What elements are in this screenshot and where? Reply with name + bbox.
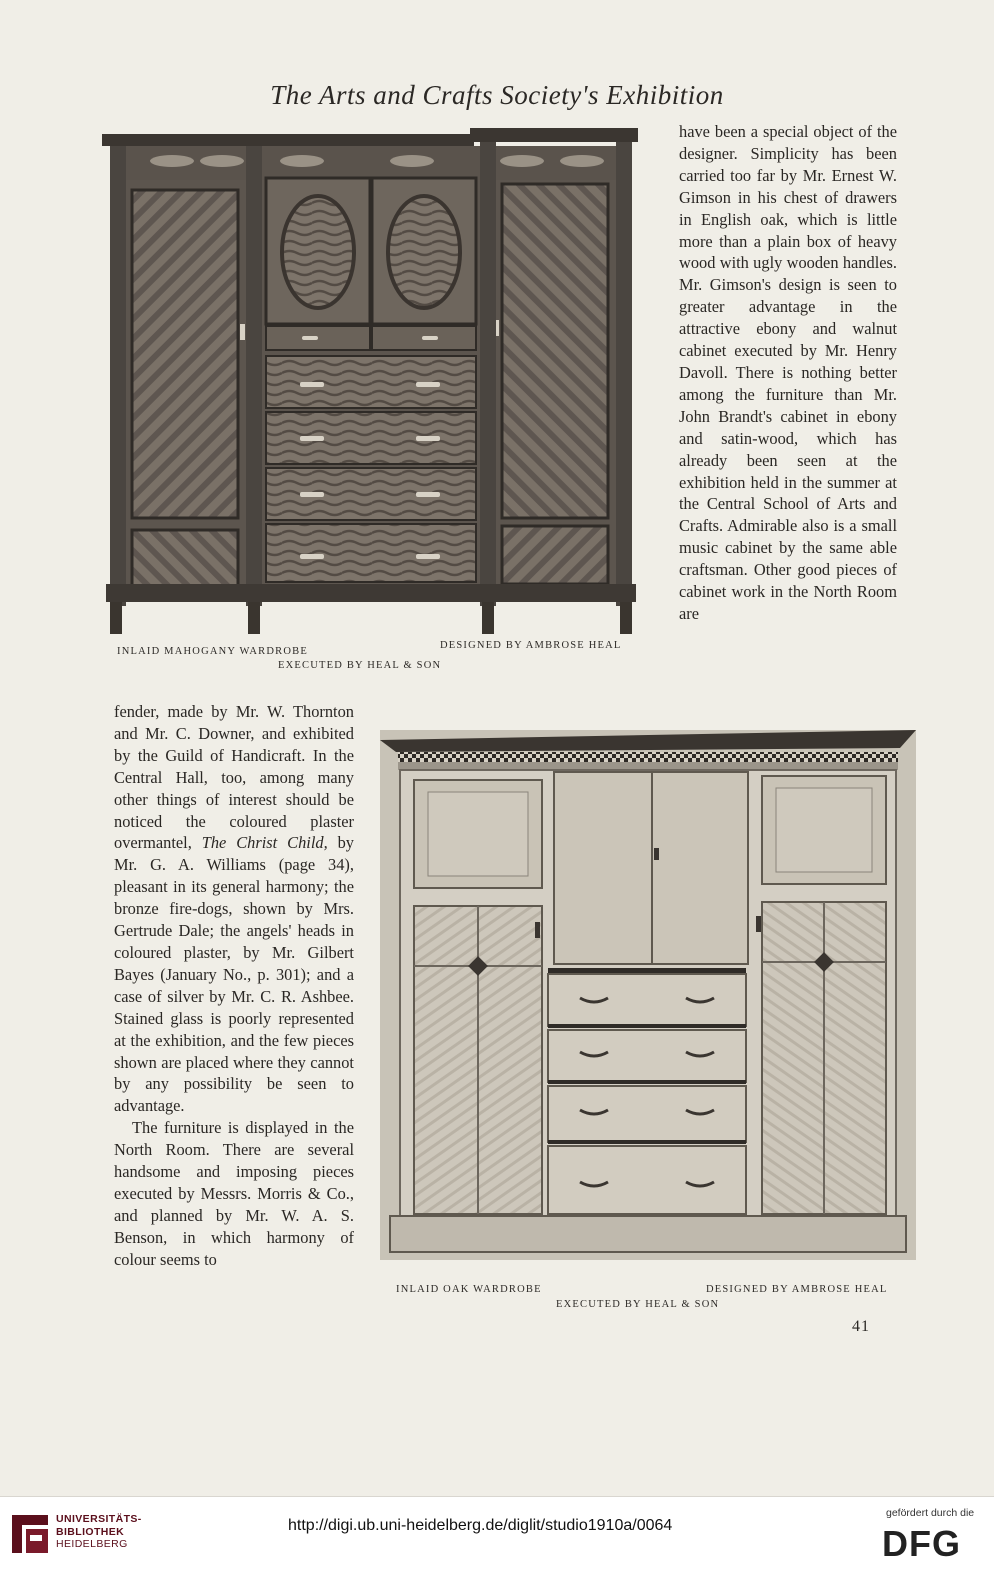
right-column-text xyxy=(679,121,897,625)
caption-top-right: DESIGNED BY AMBROSE HEAL xyxy=(440,640,622,651)
library-line: UNIVERSITÄTS- xyxy=(56,1513,142,1525)
caption-bottom-left: INLAID OAK WARDROBE xyxy=(396,1284,542,1295)
plate-oak-wardrobe xyxy=(380,730,916,1260)
caption-bottom-center: EXECUTED BY HEAL & SON xyxy=(556,1299,720,1310)
oak-wardrobe-illustration xyxy=(380,730,916,1260)
library-line: HEIDELBERG xyxy=(56,1538,128,1550)
paragraph: The furniture is displayed in the North Room. There are several handsome and imposing pieces executed by Messrs. Morris & Co., and planned by Mr. W. A. S. Benson, in which harmony of colour seems to xyxy=(114,1118,354,1269)
permalink-url[interactable]: http://digi.ub.uni-heidelberg.de/diglit/studio1910a/0064 xyxy=(288,1517,673,1534)
running-title: The Arts and Crafts Society's Exhibition xyxy=(270,80,724,110)
text-run: fender, made by Mr. W. Thornton and Mr. C. Downer, and exhibited by the Guild of Handicraft. In the Central Hall, too, among many other things of interest should be noticed the coloured plaster overmantel, xyxy=(114,702,354,853)
artwork-title: The Christ Child, xyxy=(201,833,328,853)
library-line: BIBLIOTHEK xyxy=(56,1525,125,1538)
dfg-logo: DFG xyxy=(882,1523,961,1564)
text-run: by Mr. G. A. Williams (page 34), pleasant in its general harmony; the bronze fire-dogs, shown by Mrs. Gertrude Dale; the angels' heads in coloured plaster, by Mr. Gilbert Bayes (January No., p. 301); and a case of silver by Mr. C. R. Ashbee. Stained glass is poorly represented at the exhibition, and the few pieces shown are placed where they cannot by any possibility be seen to advantage. xyxy=(114,833,354,1116)
library-logo-icon xyxy=(8,1511,52,1557)
funding-note: gefördert durch die xyxy=(886,1507,975,1519)
footer-bar xyxy=(0,1496,994,1569)
mahogany-wardrobe-illustration xyxy=(102,128,638,638)
caption-top-left: INLAID MAHOGANY WARDROBE xyxy=(117,646,308,657)
caption-top-center: EXECUTED BY HEAL & SON xyxy=(278,660,442,671)
caption-bottom-right: DESIGNED BY AMBROSE HEAL xyxy=(706,1284,888,1295)
page-number: 41 xyxy=(852,1318,870,1335)
library-name xyxy=(56,1513,142,1551)
paragraph xyxy=(114,701,354,1117)
left-column-text xyxy=(114,701,354,1271)
plate-mahogany-wardrobe xyxy=(102,128,638,638)
paragraph: have been a special object of the designer. Simplicity has been carried too far by Mr. Ernest W. Gimson in his chest of drawers in English oak, which is little more than a plain box of heavy wood with ugly wooden handles. Mr. Gimson's design is seen to greater advantage in the attractive ebony and walnut cabinet executed by Mr. Henry Davoll. There is nothing better among the furniture than Mr. John Brandt's cabinet in ebony and satin-wood, which has already been seen at the exhibition held in the summer at the Central School of Arts and Crafts. Admirable also is a small music cabinet by the same able craftsman. Other good pieces of cabinet work in the North Room are xyxy=(679,122,897,623)
